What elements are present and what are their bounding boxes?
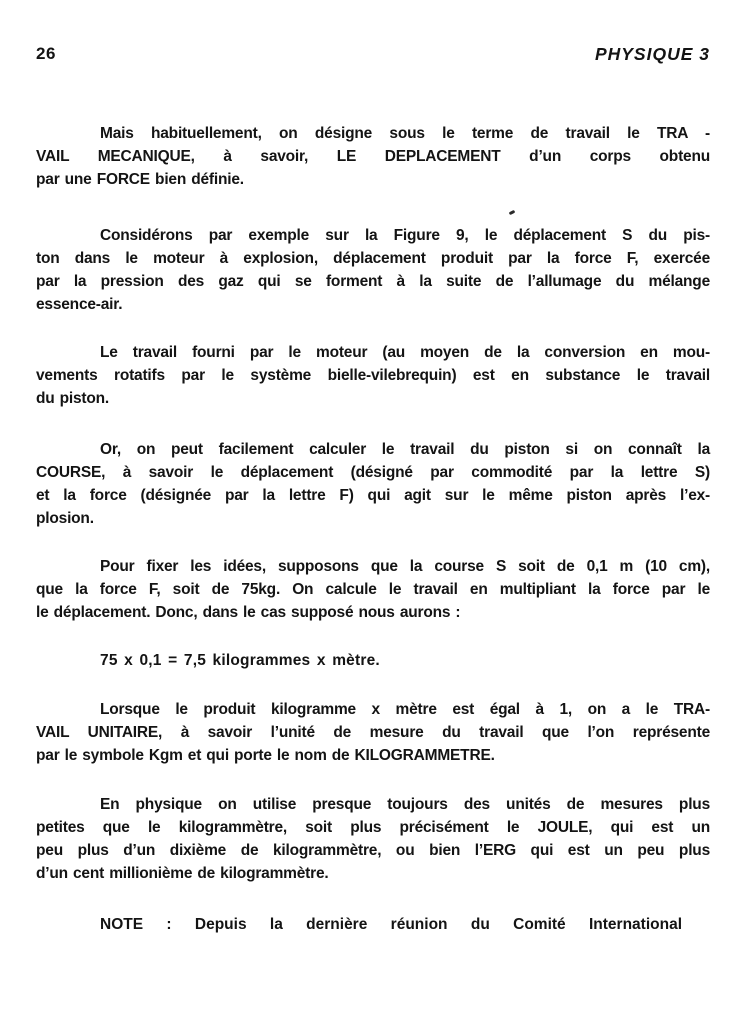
text-line: En physique on utilise presque toujours des unités de mesures plus bbox=[100, 796, 710, 813]
text-line: VAIL UNITAIRE, à savoir l’unité de mesure du travail que l’on représente bbox=[36, 724, 710, 741]
scan-speck bbox=[509, 210, 516, 215]
text-line: du piston. bbox=[36, 390, 110, 407]
text-line: Mais habituellement, on désigne sous le terme de travail le TRA - bbox=[100, 125, 710, 142]
text-line: Le travail fourni par le moteur (au moyen de la conversion en mou- bbox=[100, 344, 710, 361]
header-title: PHYSIQUE 3 bbox=[594, 44, 710, 64]
text-line: par la pression des gaz qui se forment à la suite de l’allumage du mélange bbox=[36, 273, 710, 290]
text-line: par une FORCE bien définie. bbox=[36, 171, 244, 188]
text-line: Pour fixer les idées, supposons que la course S soit de 0,1 m (10 cm), bbox=[100, 558, 710, 575]
text-line: NOTE : Depuis la dernière réunion du Comité International bbox=[100, 916, 682, 933]
text-line: COURSE, à savoir le déplacement (désigné par commodité par la lettre S) bbox=[36, 464, 710, 481]
paragraph bbox=[36, 438, 710, 530]
formula-line: 75 x 0,1 = 7,5 kilogrammes x mètre. bbox=[100, 652, 380, 669]
paragraph bbox=[36, 341, 710, 410]
text-line: Or, on peut facilement calculer le travail du piston si on connaît la bbox=[100, 441, 710, 458]
text-line: le déplacement. Donc, dans le cas supposé nous aurons : bbox=[36, 604, 461, 621]
text-line: par le symbole Kgm et qui porte le nom de KILOGRAMMETRE. bbox=[36, 747, 495, 764]
text-line: essence-air. bbox=[36, 296, 123, 313]
paragraph bbox=[36, 122, 710, 191]
paragraph bbox=[36, 555, 710, 624]
text-line: plosion. bbox=[36, 510, 94, 527]
paragraph bbox=[36, 698, 710, 767]
text-line: VAIL MECANIQUE, à savoir, LE DEPLACEMENT d’un corps obtenu bbox=[36, 148, 710, 165]
text-line: peu plus d’un dixième de kilogrammètre, ou bien l’ERG qui est un peu plus bbox=[36, 842, 710, 859]
note-paragraph bbox=[36, 913, 682, 936]
paragraph bbox=[36, 224, 710, 316]
text-line: que la force F, soit de 75kg. On calcule le travail en multipliant la force par le bbox=[36, 581, 710, 598]
paragraph bbox=[36, 793, 710, 885]
text-line: Lorsque le produit kilogramme x mètre est égal à 1, on a le TRA- bbox=[100, 701, 710, 718]
text-line: d’un cent millionième de kilogrammètre. bbox=[36, 865, 329, 882]
text-line: ton dans le moteur à explosion, déplacement produit par la force F, exercée bbox=[36, 250, 710, 267]
text-line: Considérons par exemple sur la Figure 9, le déplacement S du pis- bbox=[100, 227, 710, 244]
text-line: vements rotatifs par le système bielle-vilebrequin) est en substance le travail bbox=[36, 367, 710, 384]
text-line: petites que le kilogrammètre, soit plus précisément le JOULE, qui est un bbox=[36, 819, 710, 836]
text-line: et la force (désignée par la lettre F) qui agit sur le même piston après l’ex- bbox=[36, 487, 710, 504]
page-number: 26 bbox=[36, 44, 56, 63]
